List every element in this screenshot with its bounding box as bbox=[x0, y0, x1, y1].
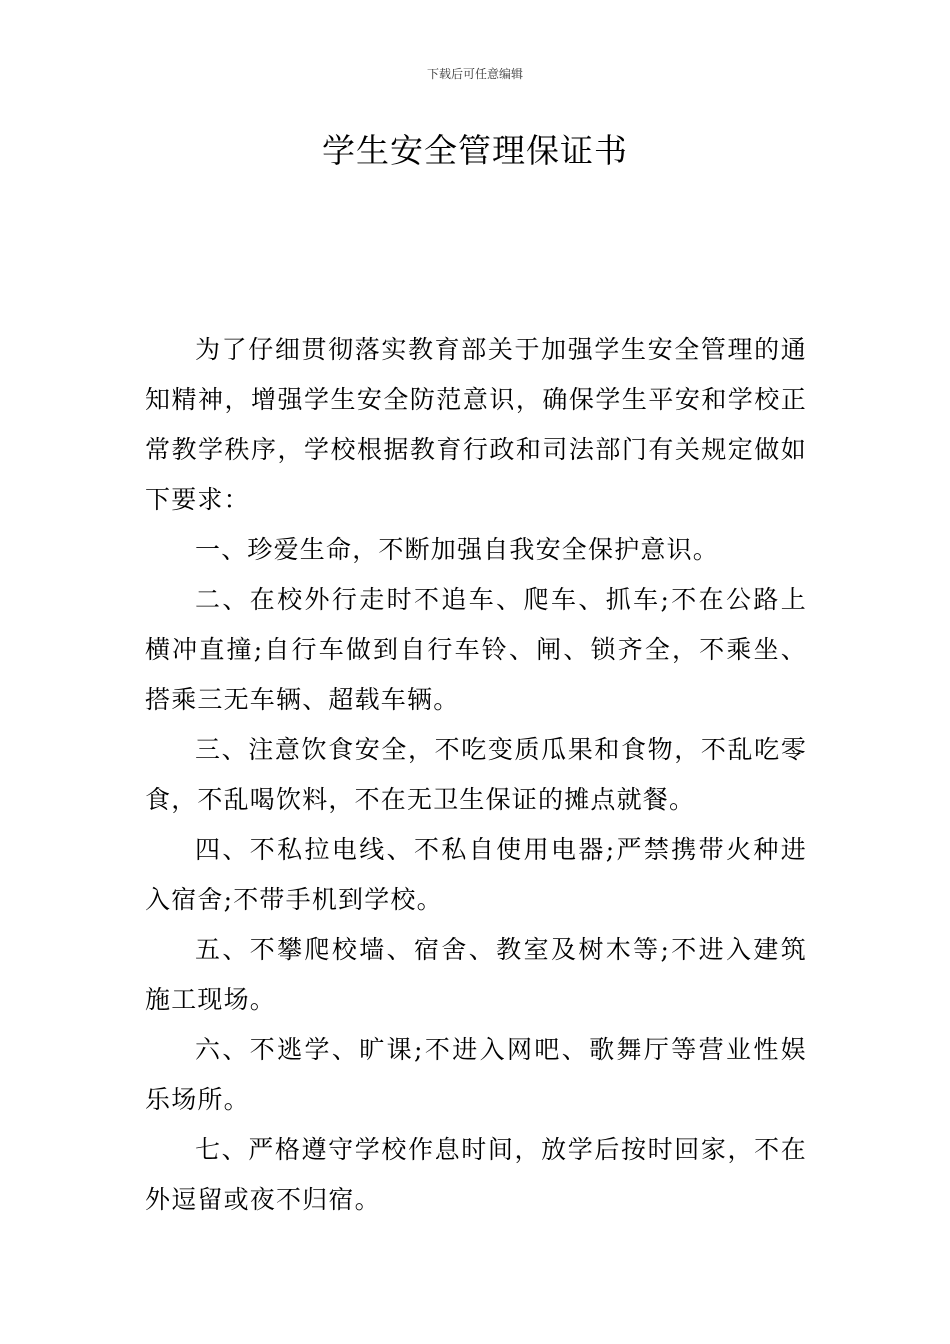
rule-item-1: 一、珍爱生命，不断加强自我安全保护意识。 bbox=[195, 535, 720, 564]
document-body bbox=[145, 325, 807, 1225]
rule-item-7: 七、严格遵守学校作息时间，放学后按时回家，不在外逗留或夜不归宿。 bbox=[145, 1135, 807, 1214]
rule-item-3: 三、注意饮食安全，不吃变质瓜果和食物，不乱吃零食，不乱喝饮料，不在无卫生保证的摊点就餐。 bbox=[145, 735, 807, 814]
rule-item-5: 五、不攀爬校墙、宿舍、教室及树木等;不进入建筑施工现场。 bbox=[145, 935, 807, 1014]
rule-item-2: 二、在校外行走时不追车、爬车、抓车;不在公路上横冲直撞;自行车做到自行车铃、闸、锁齐全，不乘坐、搭乘三无车辆、超载车辆。 bbox=[145, 585, 807, 714]
rule-item-4: 四、不私拉电线、不私自使用电器;严禁携带火种进入宿舍;不带手机到学校。 bbox=[145, 835, 807, 914]
header-note: 下载后可任意编辑 bbox=[426, 67, 523, 81]
intro-paragraph: 为了仔细贯彻落实教育部关于加强学生安全管理的通知精神，增强学生安全防范意识，确保学生平安和学校正常教学秩序，学校根据教育行政和司法部门有关规定做如下要求： bbox=[145, 335, 807, 514]
document-title: 学生安全管理保证书 bbox=[322, 131, 628, 170]
rule-item-6: 六、不逃学、旷课;不进入网吧、歌舞厅等营业性娱乐场所。 bbox=[145, 1035, 807, 1114]
